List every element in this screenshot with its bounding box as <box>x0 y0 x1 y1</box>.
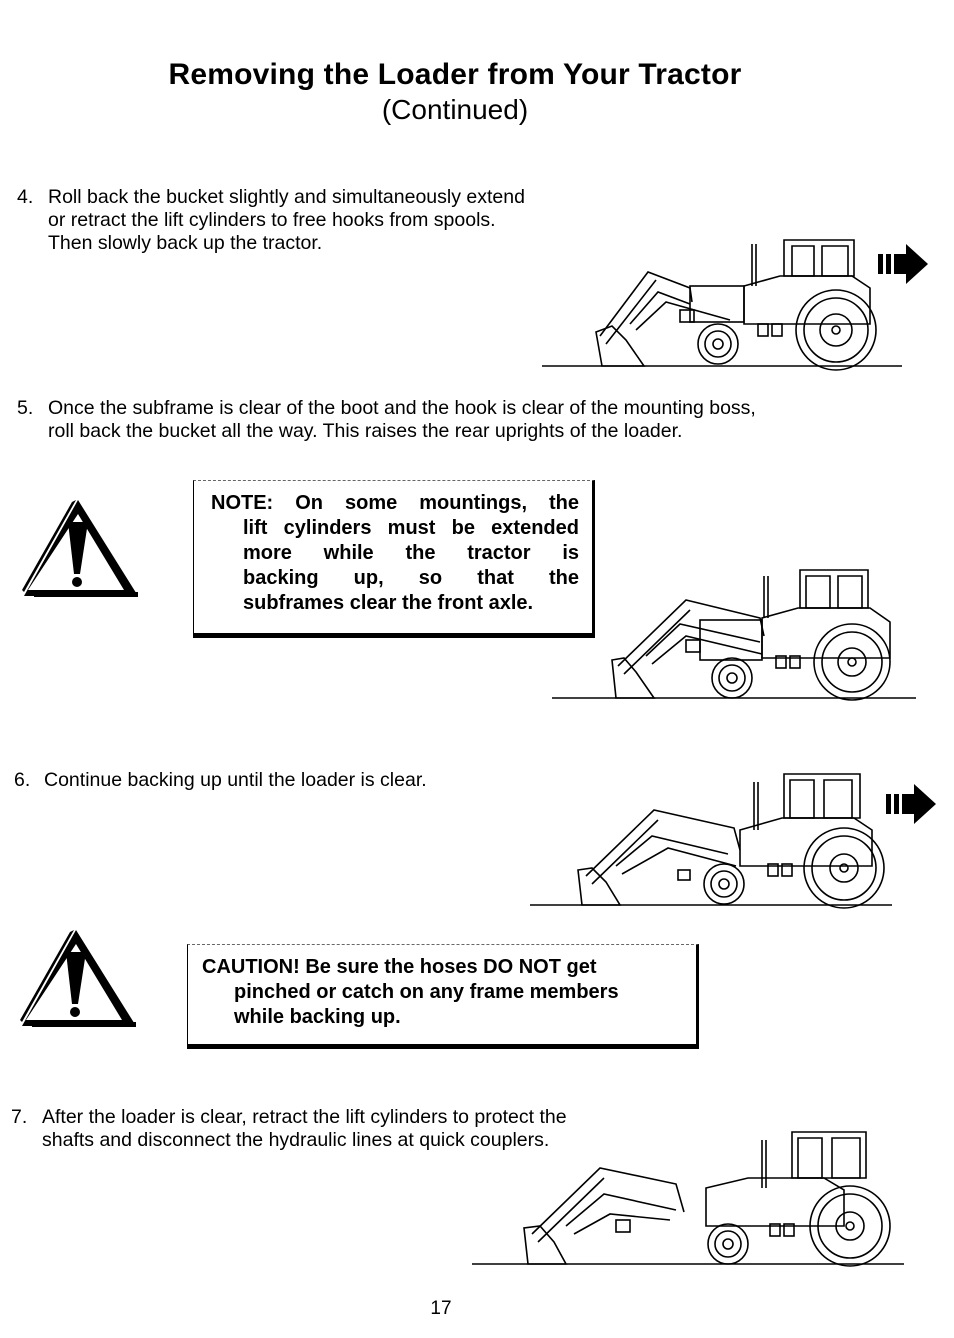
caution-line: pinched or catch on any frame members <box>234 981 619 1003</box>
step-line: Continue backing up until the loader is clear. <box>44 769 427 791</box>
tractor-loader-illustration <box>528 770 898 910</box>
page-title: Removing the Loader from Your Tractor <box>168 58 742 91</box>
note-line: backing up, so that the <box>243 567 579 589</box>
note-box <box>193 480 595 638</box>
page-number: 17 <box>430 1298 452 1319</box>
step-line: After the loader is clear, retract the lift cylinders to protect the <box>42 1106 567 1128</box>
step-line: Roll back the bucket slightly and simultaneously extend <box>48 186 525 208</box>
note-line: subframes clear the front axle. <box>243 592 534 614</box>
note-line: NOTE: On some mountings, the <box>211 492 579 514</box>
tractor-loader-illustration <box>470 1128 910 1272</box>
page-subtitle: (Continued) <box>381 94 529 125</box>
note-line: lift cylinders must be extended <box>243 517 579 539</box>
step-line: shafts and disconnect the hydraulic lines at quick couplers. <box>42 1129 550 1151</box>
warning-triangle-icon <box>18 928 140 1028</box>
step-number: 4. <box>17 186 34 208</box>
step-line: or retract the lift cylinders to free hooks from spools. <box>48 209 496 231</box>
step-line: Then slowly back up the tractor. <box>48 232 323 254</box>
step-line: roll back the bucket all the way. This raises the rear uprights of the loader. <box>48 420 683 442</box>
caution-box <box>187 944 699 1049</box>
step-4 <box>17 186 587 261</box>
caution-line: while backing up. <box>234 1006 401 1028</box>
step-number: 6. <box>14 769 31 791</box>
step-number: 5. <box>17 397 34 419</box>
note-line: more while the tractor is <box>243 542 579 564</box>
step-5 <box>17 397 837 447</box>
step-number: 7. <box>11 1106 28 1128</box>
tractor-loader-illustration <box>540 232 910 372</box>
step-6 <box>14 769 514 795</box>
tractor-loader-illustration <box>550 562 920 702</box>
warning-triangle-icon <box>20 498 142 598</box>
caution-line: CAUTION! Be sure the hoses DO NOT get <box>202 956 597 978</box>
step-line: Once the subframe is clear of the boot and the hook is clear of the mounting boss, <box>48 397 756 419</box>
